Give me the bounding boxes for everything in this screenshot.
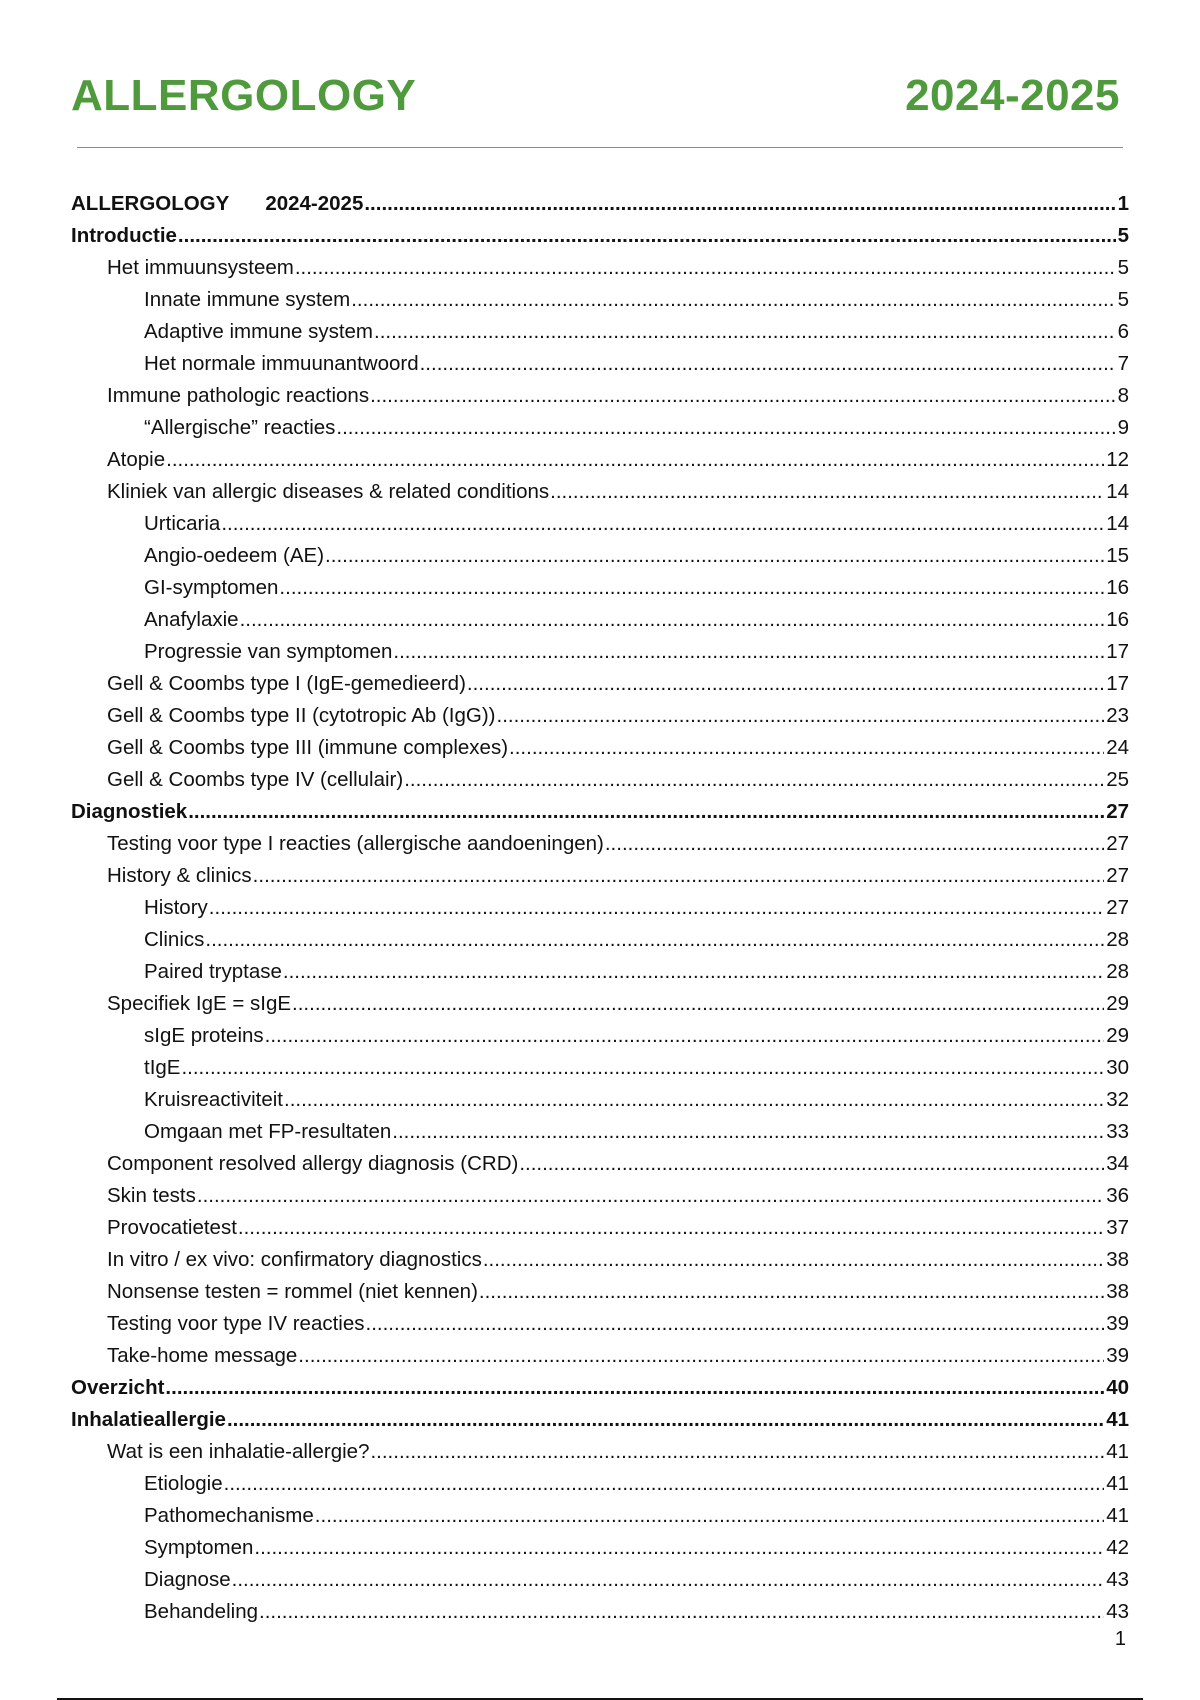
toc-entry-title (144, 512, 220, 536)
toc-dot-leader (351, 288, 1115, 312)
toc-dot-leader (265, 1024, 1105, 1048)
toc-dot-leader (240, 608, 1105, 632)
toc-entry-title (144, 896, 208, 920)
toc-entry-page: 29 (1106, 992, 1129, 1015)
toc-entry[interactable] (71, 1056, 1129, 1088)
toc-entry-title-text: Kruisreactiviteit (144, 1088, 283, 1111)
toc-entry-title (107, 384, 369, 408)
toc-entry-title-text: Etiologie (144, 1472, 223, 1495)
toc-entry-title-text: History & clinics (107, 864, 252, 887)
toc-dot-leader (483, 1248, 1104, 1272)
toc-dot-leader (283, 960, 1104, 984)
toc-entry-title-text: Kliniek van allergic diseases & related conditions (107, 480, 550, 503)
toc-entry-page: 27 (1106, 896, 1129, 919)
toc-dot-leader (205, 928, 1104, 952)
toc-entry-title-text: Anafylaxie (144, 608, 239, 631)
toc-dot-leader (392, 1120, 1104, 1144)
toc-entry[interactable] (71, 1088, 1129, 1120)
toc-dot-leader (364, 192, 1115, 216)
toc-entry-title-text: Symptomen (144, 1536, 254, 1559)
toc-entry-page: 5 (1117, 256, 1129, 279)
toc-entry-title (144, 1056, 180, 1080)
toc-dot-leader (165, 1376, 1104, 1400)
toc-dot-leader (325, 544, 1104, 568)
toc-entry-title-text: Introductie (71, 224, 177, 247)
toc-entry-page: 36 (1106, 1184, 1129, 1207)
toc-dot-leader (366, 1312, 1105, 1336)
toc-entry-title-text: Provocatietest (107, 1216, 237, 1239)
toc-entry-page: 8 (1117, 384, 1129, 407)
toc-entry-title (144, 576, 278, 600)
toc-entry[interactable] (71, 256, 1129, 288)
toc-entry-page: 28 (1106, 928, 1129, 951)
toc-entry-page: 40 (1106, 1376, 1129, 1399)
toc-entry-page: 7 (1117, 352, 1129, 375)
toc-dot-leader (197, 1184, 1104, 1208)
toc-entry[interactable] (71, 224, 1129, 256)
toc-entry-title-text: In vitro / ex vivo: confirmatory diagnostics (107, 1248, 482, 1271)
table-of-contents (71, 192, 1129, 1632)
toc-entry-page: 1 (1117, 192, 1129, 215)
toc-entry-title-text: Clinics (144, 928, 205, 951)
toc-dot-leader (232, 1568, 1105, 1592)
toc-entry-title (107, 1152, 518, 1176)
toc-entry-page: 30 (1106, 1056, 1129, 1079)
toc-dot-leader (393, 640, 1104, 664)
toc-entry[interactable] (71, 992, 1129, 1024)
toc-dot-leader (374, 320, 1116, 344)
toc-entry-page: 28 (1106, 960, 1129, 983)
toc-dot-leader (253, 864, 1105, 888)
toc-entry-page: 34 (1106, 1152, 1129, 1175)
toc-entry-title (107, 768, 403, 792)
toc-dot-leader (497, 704, 1105, 728)
toc-entry-title-text: Testing voor type IV reacties (107, 1312, 365, 1335)
toc-entry-page: 42 (1106, 1536, 1129, 1559)
toc-entry-page: 41 (1106, 1408, 1129, 1431)
toc-entry-title-text: Nonsense testen = rommel (niet kennen) (107, 1280, 478, 1303)
toc-entry-title (144, 288, 350, 312)
toc-entry-title (107, 1248, 482, 1272)
toc-dot-leader (238, 1216, 1104, 1240)
toc-entry-title (107, 480, 549, 504)
toc-dot-leader (298, 1344, 1104, 1368)
toc-entry-title-text: Behandeling (144, 1600, 258, 1623)
toc-entry[interactable] (71, 1376, 1129, 1408)
toc-entry-page: 5 (1117, 288, 1129, 311)
toc-entry-title-text: Inhalatieallergie (71, 1408, 226, 1431)
toc-dot-leader (279, 576, 1104, 600)
toc-entry-page: 27 (1106, 864, 1129, 887)
toc-entry-title-text: Omgaan met FP-resultaten (144, 1120, 392, 1143)
toc-entry-title-text: Angio-oedeem (AE) (144, 544, 325, 567)
toc-entry-title-suffix: 2024-2025 (265, 192, 364, 215)
toc-entry-page: 17 (1106, 640, 1129, 663)
toc-entry-page: 9 (1117, 416, 1129, 439)
toc-entry-title-text: Het immuunsysteem (107, 256, 294, 279)
toc-entry-page: 37 (1106, 1216, 1129, 1239)
toc-entry[interactable] (71, 1440, 1129, 1472)
toc-entry-title (107, 1184, 196, 1208)
toc-entry[interactable] (71, 352, 1129, 384)
toc-entry-title (144, 1600, 258, 1624)
toc-entry-page: 25 (1106, 768, 1129, 791)
toc-entry-title (107, 992, 291, 1016)
toc-entry[interactable] (71, 288, 1129, 320)
toc-entry-page: 5 (1117, 224, 1129, 247)
toc-entry-title (107, 1216, 237, 1240)
toc-dot-leader (519, 1152, 1104, 1176)
toc-entry-page: 41 (1106, 1472, 1129, 1495)
toc-entry-title (71, 800, 187, 824)
toc-dot-leader (224, 1472, 1105, 1496)
toc-dot-leader (336, 416, 1115, 440)
toc-entry-title-text: Atopie (107, 448, 166, 471)
toc-entry-title-text: Gell & Coombs type IV (cellulair) (107, 768, 404, 791)
toc-entry-page: 12 (1106, 448, 1129, 471)
toc-entry-title (107, 1344, 297, 1368)
toc-entry[interactable] (71, 1472, 1129, 1504)
toc-entry-page: 41 (1106, 1440, 1129, 1463)
toc-dot-leader (284, 1088, 1104, 1112)
toc-entry-title-text: Diagnostiek (71, 800, 188, 823)
toc-entry[interactable] (71, 1280, 1129, 1312)
toc-entry-title (107, 672, 466, 696)
toc-entry-title-text: sIgE proteins (144, 1024, 264, 1047)
toc-dot-leader (420, 352, 1116, 376)
toc-dot-leader (254, 1536, 1104, 1560)
toc-entry-page: 23 (1106, 704, 1129, 727)
toc-entry-title-text: Gell & Coombs type I (IgE-gemedieerd) (107, 672, 466, 695)
toc-entry[interactable] (71, 1152, 1129, 1184)
toc-entry-page: 32 (1106, 1088, 1129, 1111)
toc-entry-page: 17 (1106, 672, 1129, 695)
toc-entry[interactable] (71, 672, 1129, 704)
toc-entry[interactable] (71, 1216, 1129, 1248)
toc-dot-leader (509, 736, 1104, 760)
toc-entry-title (107, 1440, 369, 1464)
toc-entry-title-text: tIgE (144, 1056, 181, 1079)
toc-entry[interactable] (71, 1120, 1129, 1152)
toc-entry-title-text: Paired tryptase (144, 960, 282, 983)
toc-entry-title-text: ALLERGOLOGY (71, 192, 230, 215)
toc-entry-title (107, 704, 496, 728)
toc-entry-title (144, 320, 373, 344)
toc-entry-title (144, 1088, 283, 1112)
toc-entry-title (144, 1024, 264, 1048)
toc-entry-title (107, 1312, 365, 1336)
toc-entry-title-text: Overzicht (71, 1376, 165, 1399)
toc-entry-title-text: GI-symptomen (144, 576, 279, 599)
toc-entry-page: 27 (1106, 832, 1129, 855)
toc-entry[interactable] (71, 1184, 1129, 1216)
toc-entry-title (144, 640, 392, 664)
toc-entry-title-text: Wat is een inhalatie-allergie? (107, 1440, 370, 1463)
toc-dot-leader (550, 480, 1104, 504)
toc-entry[interactable] (71, 416, 1129, 448)
toc-entry-title-text: “Allergische” reacties (144, 416, 336, 439)
toc-entry[interactable] (71, 960, 1129, 992)
toc-entry[interactable] (71, 1600, 1129, 1632)
toc-entry-title (144, 928, 204, 952)
toc-entry-page: 43 (1106, 1600, 1129, 1623)
toc-dot-leader (315, 1504, 1104, 1528)
toc-entry-title (144, 1536, 253, 1560)
toc-entry-page: 33 (1106, 1120, 1129, 1143)
toc-dot-leader (209, 896, 1104, 920)
toc-entry[interactable] (71, 928, 1129, 960)
toc-entry[interactable] (71, 480, 1129, 512)
toc-entry-title-text: Gell & Coombs type III (immune complexes) (107, 736, 509, 759)
toc-dot-leader (370, 384, 1116, 408)
header-divider (77, 147, 1123, 148)
toc-entry[interactable] (71, 1568, 1129, 1600)
toc-entry[interactable] (71, 608, 1129, 640)
toc-entry-title (107, 736, 508, 760)
toc-entry-page: 39 (1106, 1312, 1129, 1335)
toc-entry-page: 16 (1106, 608, 1129, 631)
toc-entry-page: 29 (1106, 1024, 1129, 1047)
toc-entry-title-text: Take-home message (107, 1344, 298, 1367)
toc-entry[interactable] (71, 192, 1129, 224)
toc-entry-title (107, 256, 294, 280)
toc-entry-page: 14 (1106, 480, 1129, 503)
toc-dot-leader (178, 224, 1116, 248)
toc-dot-leader (221, 512, 1104, 536)
toc-entry-title (144, 960, 282, 984)
toc-entry-page: 24 (1106, 736, 1129, 759)
toc-entry-title (144, 1504, 314, 1528)
toc-entry-title (107, 864, 252, 888)
toc-entry[interactable] (71, 1344, 1129, 1376)
toc-entry[interactable] (71, 864, 1129, 896)
toc-entry[interactable] (71, 1504, 1129, 1536)
toc-entry-title (144, 352, 419, 376)
toc-dot-leader (259, 1600, 1104, 1624)
toc-entry-page: 14 (1106, 512, 1129, 535)
toc-entry-title (71, 1376, 164, 1400)
toc-entry-title-text: Innate immune system (144, 288, 351, 311)
toc-entry[interactable] (71, 832, 1129, 864)
page-number: 1 (1114, 1628, 1126, 1650)
toc-entry-title-text: Gell & Coombs type II (cytotropic Ab (IgG)) (107, 704, 496, 727)
toc-entry[interactable] (71, 1024, 1129, 1056)
toc-entry-title (144, 1120, 391, 1144)
toc-entry-title-text: History (144, 896, 208, 919)
toc-entry-page: 6 (1117, 320, 1129, 343)
toc-entry[interactable] (71, 1312, 1129, 1344)
toc-entry-title-text: Diagnose (144, 1568, 231, 1591)
toc-entry-title-text: Het normale immuunantwoord (144, 352, 419, 375)
document-year: 2024-2025 (905, 71, 1120, 120)
toc-entry[interactable] (71, 448, 1129, 480)
toc-entry-page: 43 (1106, 1568, 1129, 1591)
toc-dot-leader (370, 1440, 1104, 1464)
toc-dot-leader (295, 256, 1116, 280)
toc-entry-title-text: Testing voor type I reacties (allergische aandoeningen) (107, 832, 604, 855)
toc-entry-title-text: Immune pathologic reactions (107, 384, 370, 407)
toc-entry[interactable] (71, 736, 1129, 768)
toc-entry[interactable] (71, 704, 1129, 736)
toc-dot-leader (404, 768, 1104, 792)
toc-entry[interactable] (71, 1408, 1129, 1440)
toc-entry-title (71, 1408, 226, 1432)
toc-entry-title (144, 1568, 231, 1592)
toc-dot-leader (188, 800, 1104, 824)
toc-entry[interactable] (71, 384, 1129, 416)
toc-entry-title (144, 608, 239, 632)
toc-entry-page: 38 (1106, 1280, 1129, 1303)
toc-entry-page: 27 (1106, 800, 1129, 823)
toc-entry-title (107, 832, 604, 856)
page-header (71, 66, 1120, 126)
toc-dot-leader (605, 832, 1104, 856)
toc-entry[interactable] (71, 1536, 1129, 1568)
toc-entry-page: 41 (1106, 1504, 1129, 1527)
toc-entry-title (144, 544, 324, 568)
toc-entry[interactable] (71, 576, 1129, 608)
toc-dot-leader (227, 1408, 1104, 1432)
toc-dot-leader (467, 672, 1104, 696)
document-title: ALLERGOLOGY (71, 71, 417, 120)
toc-entry-title-text: Skin tests (107, 1184, 196, 1207)
toc-entry[interactable] (71, 320, 1129, 352)
toc-entry[interactable] (71, 640, 1129, 672)
toc-entry-page: 16 (1106, 576, 1129, 599)
toc-dot-leader (479, 1280, 1104, 1304)
toc-entry[interactable] (71, 1248, 1129, 1280)
toc-entry-title (107, 448, 165, 472)
toc-entry-title-text: Component resolved allergy diagnosis (CRD) (107, 1152, 519, 1175)
toc-entry-title-text: Urticaria (144, 512, 221, 535)
toc-dot-leader (292, 992, 1104, 1016)
toc-entry[interactable] (71, 768, 1129, 800)
toc-entry-title (71, 192, 363, 216)
toc-entry-title (144, 1472, 223, 1496)
toc-entry[interactable] (71, 800, 1129, 832)
toc-entry-page: 39 (1106, 1344, 1129, 1367)
toc-entry[interactable] (71, 544, 1129, 576)
toc-entry-title (144, 416, 335, 440)
toc-entry-title (71, 224, 177, 248)
toc-entry-page: 38 (1106, 1248, 1129, 1271)
toc-entry[interactable] (71, 896, 1129, 928)
toc-entry-title (107, 1280, 478, 1304)
toc-dot-leader (181, 1056, 1104, 1080)
toc-entry-page: 15 (1106, 544, 1129, 567)
toc-entry[interactable] (71, 512, 1129, 544)
toc-entry-title-text: Adaptive immune system (144, 320, 374, 343)
toc-dot-leader (166, 448, 1104, 472)
toc-entry-title-text: Specifiek IgE = sIgE (107, 992, 292, 1015)
toc-entry-title-text: Progressie van symptomen (144, 640, 393, 663)
toc-entry-title-text: Pathomechanisme (144, 1504, 314, 1527)
